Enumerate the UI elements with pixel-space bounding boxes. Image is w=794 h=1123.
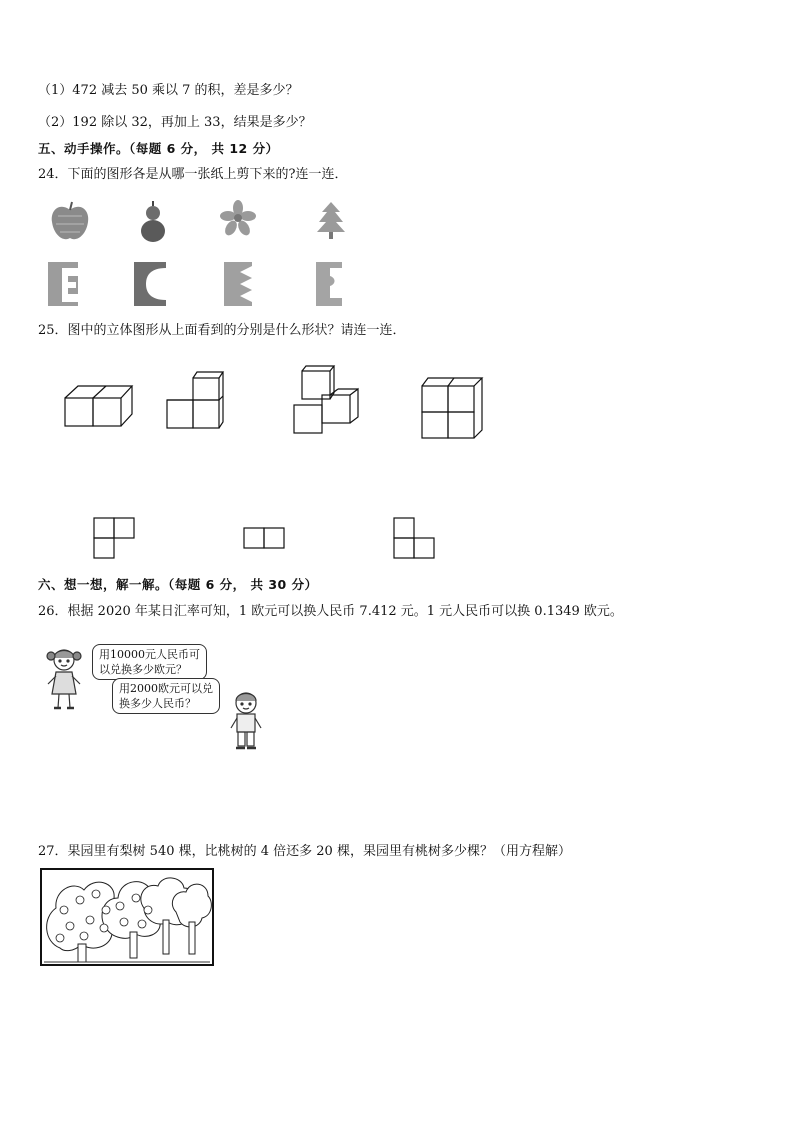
top-view-shape-2 xyxy=(242,526,288,550)
paper-c-icon xyxy=(134,262,168,306)
section-5-heading: 五、动手操作。（每题 6 分， 共 12 分） xyxy=(38,141,279,156)
bubble-boy-line-1: 用2000欧元可以兑 xyxy=(119,682,213,695)
tree-icon xyxy=(316,202,346,240)
question-24: 24．下面的图形各是从哪一张纸上剪下来的?连一连． xyxy=(38,167,348,182)
question-26: 26．根据 2020 年某日汇率可知，1 欧元可以换人民币 7.412 元。1 元人民币可以换 0.1349 欧元。 xyxy=(38,604,623,619)
question-27: 27．果园里有梨树 540 棵，比桃树的 4 倍还多 20 棵，果园里有桃树多少棵？（用方程解） xyxy=(38,844,571,859)
apple-icon xyxy=(50,200,90,244)
boy-figure xyxy=(228,690,264,752)
speech-bubble-boy xyxy=(112,678,220,714)
bubble-girl-line-2: 以兑换多少欧元？ xyxy=(99,663,187,676)
section-6-heading: 六、想一想，解一解。（每题 6 分， 共 30 分） xyxy=(38,577,318,592)
question-1: （1）472 减去 50 乘以 7 的积，差是多少？ xyxy=(38,83,299,98)
flower-icon xyxy=(220,200,256,236)
gourd-icon xyxy=(138,200,168,244)
cube-figure-4 xyxy=(420,376,484,440)
cube-figure-1 xyxy=(60,380,130,430)
top-view-shape-1 xyxy=(92,516,138,560)
girl-figure xyxy=(44,646,84,716)
paper-zigzag-icon xyxy=(224,262,254,306)
question-2: （2）192 除以 32，再加上 33，结果是多少？ xyxy=(38,115,312,130)
bubble-girl-line-1: 用10000元人民币可 xyxy=(99,648,200,661)
cube-figure-2 xyxy=(163,370,233,432)
paper-e-icon xyxy=(48,262,80,306)
bubble-boy-line-2: 换多少人民币？ xyxy=(119,697,196,710)
top-view-shape-3 xyxy=(392,516,438,560)
paper-notch-icon xyxy=(316,262,346,306)
question-25: 25．图中的立体图形从上面看到的分别是什么形状？请连一连． xyxy=(38,323,406,338)
orchard-picture xyxy=(40,868,214,966)
cube-figure-3 xyxy=(290,365,365,435)
speech-bubble-girl xyxy=(92,644,207,680)
